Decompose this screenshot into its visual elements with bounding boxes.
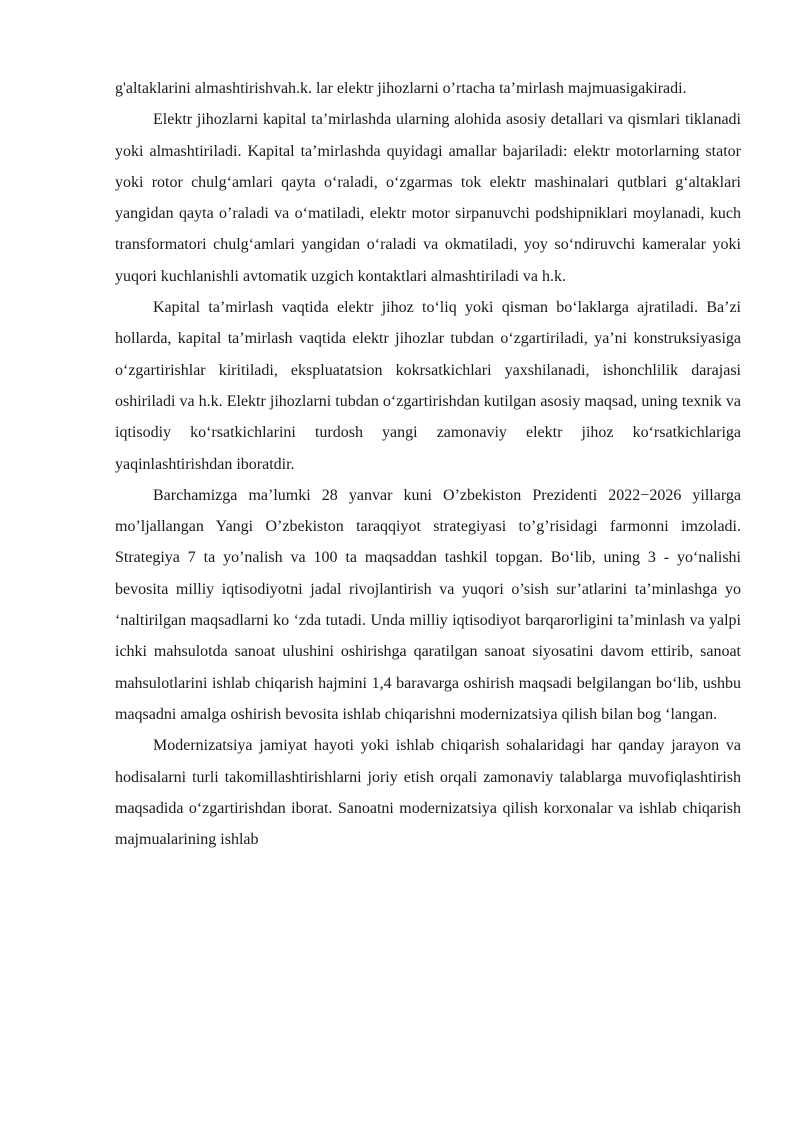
paragraph-strategy: Barchamizga ma’lumki 28 yanvar kuni O’zbekiston Prezidenti 2022−2026 yillarga mo’ljallangan Yangi O’zbekiston taraqqiyot strategiyasi to’g’risidagi farmonni imzoladi. Strategiya 7 ta yo’nalish va 100 ta maqsaddan tashkil topgan. Bo‘lib, uning 3 - yo‘nalishi bevosita milliy iqtisodiyotni jadal rivojlantirish va yuqori o’sish sur’atlarini ta’minlashga yo ‘naltirilgan maqsadlarni ko ‘zda tutadi. Unda milliy iqtisodiyot barqarorligini ta’minlash va yalpi ichki mahsulotda sanoat ulushini oshirishga qaratilgan sanoat siyosatini davom ettirib, sanoat mahsulotlarini ishlab chiqarish hajmini 1,4 baravarga oshirish maqsadi belgilangan bo‘lib, ushbu maqsadni amalga oshirish bevosita ishlab chiqarishni modernizatsiya qilish bilan bog ‘langan.	[115, 486, 741, 723]
paragraph-capital-repair: Elektr jihozlarni kapital ta’mirlashda ularning alohida asosiy detallari va qismlari tiklanadi yoki almashtiriladi. Kapital ta’mirlashda quyidagi amallar bajariladi: elektr motorlarning stator yoki rotor chulg‘amlari qayta o‘raladi, o‘zgarmas tok elektr mashinalari qutblari g‘altaklari yangidan qayta o’raladi va o‘matiladi, elektr motor sirpanuvchi podshipniklari moylanadi, kuch transformatori chulg‘amlari yangidan o‘raladi va okmatiladi, yoy so‘ndiruvchi kameralar yoki yuqori kuchlanishli avtomatik uzgich kontaktlari almashtiriladi va h.k.	[115, 111, 741, 285]
paragraph-continuation: g'altaklarini almashtirishvah.k. lar elektr jihozlarni o’rtacha ta’mirlash majmuasigakiradi.	[115, 80, 687, 97]
document-page	[115, 73, 741, 855]
paragraph-disassembly: Kapital ta’mirlash vaqtida elektr jihoz to‘liq yoki qisman bo‘laklarga ajratiladi. Ba’zi hollarda, kapital ta’mirlash vaqtida elektr jihozlar tubdan o‘zgartiriladi, ya’ni konstruksiyasiga o‘zgartirishlar kiritiladi, ekspluatatsion kokrsatkichlari yaxshilanadi, ishonchlilik darajasi oshiriladi va h.k. Elektr jihozlarni tubdan o‘zgartirishdan kutilgan asosiy maqsad, uning texnik va iqtisodiy ko‘rsatkichlarini turdosh yangi zamonaviy elektr jihoz ko‘rsatkichlariga yaqinlashtirishdan iboratdir.	[115, 299, 741, 473]
paragraph-modernization: Modernizatsiya jamiyat hayoti yoki ishlab chiqarish sohalaridagi har qanday jarayon va hodisalarni turli takomillashtirishlarni joriy etish orqali zamonaviy talablarga muvofiqlashtirish maqsadida o‘zgartirishdan iborat. Sanoatni modernizatsiya qilish korxonalar va ishlab chiqarish majmualarining ishlab	[115, 737, 741, 849]
